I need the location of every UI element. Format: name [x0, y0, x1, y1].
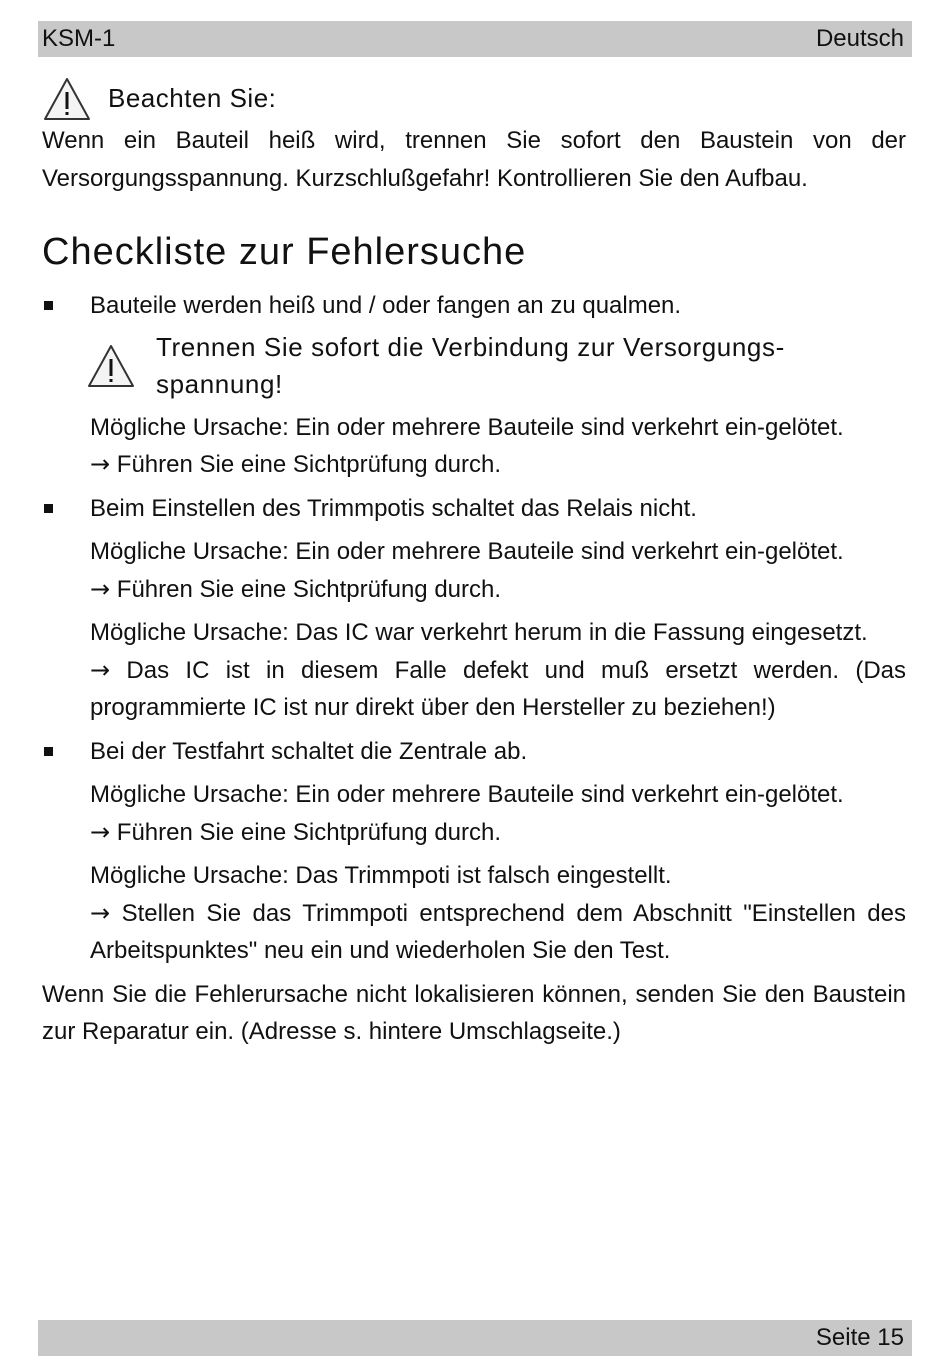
warning-triangle-icon — [42, 76, 92, 122]
cause-block — [42, 533, 906, 608]
arrow-right-icon: → — [90, 898, 111, 927]
page-header — [38, 21, 912, 57]
cause-text: Mögliche Ursache: Das Trimmpoti ist falsch eingestellt. — [90, 862, 672, 889]
header-doc-id: KSM-1 — [42, 25, 116, 52]
checklist-item — [42, 490, 906, 528]
cause-block — [42, 409, 906, 484]
symptom-text: Beim Einstellen des Trimmpotis schaltet das Relais nicht. — [90, 494, 697, 522]
header-language: Deutsch — [815, 25, 904, 52]
action-text: Stellen Sie das Trimmpoti entsprechend dem Abschnitt "Einstellen des Arbeitspunktes" neu ein und wiederholen Sie den Test. — [90, 899, 907, 964]
page-content — [42, 76, 906, 1051]
arrow-right-icon: → — [90, 817, 111, 846]
note-text: Wenn ein Bauteil heiß wird, trennen Sie sofort den Baustein von der Versorgungsspannung. Kurzschlußgefahr! Kontrollieren Sie den Aufbau. — [42, 127, 906, 192]
action-line — [90, 446, 906, 484]
cause-text: Mögliche Ursache: Ein oder mehrere Bauteile sind verkehrt ein-gelötet. — [90, 413, 844, 441]
action-text: Führen Sie eine Sichtprüfung durch. — [116, 451, 502, 478]
cause-text: Mögliche Ursache: Das IC war verkehrt herum in die Fassung eingesetzt. — [90, 619, 868, 646]
arrow-right-icon: → — [90, 450, 111, 478]
action-text: Führen Sie eine Sichtprüfung durch. — [116, 818, 502, 846]
cause-block — [42, 614, 906, 727]
cause-block — [42, 776, 906, 851]
action-line — [90, 814, 906, 852]
warning-triangle-icon — [86, 343, 136, 389]
arrow-right-icon: → — [90, 574, 111, 603]
cause-block — [42, 857, 906, 970]
note-title: Beachten Sie: — [108, 83, 277, 114]
checklist-item — [42, 287, 906, 325]
square-bullet-icon — [44, 301, 53, 310]
warning-text: Trennen Sie sofort die Verbindung zur Versorgungs-spannung! — [156, 331, 785, 399]
square-bullet-icon — [44, 747, 53, 756]
action-line — [90, 895, 906, 970]
note-heading — [42, 76, 906, 122]
symptom-text: Bei der Testfahrt schaltet die Zentrale ab. — [90, 737, 528, 765]
action-line — [90, 571, 906, 609]
page-number: Seite 15 — [815, 1324, 904, 1351]
symptom-text: Bauteile werden heiß und / oder fangen an zu qualmen. — [90, 292, 682, 319]
action-text: Führen Sie eine Sichtprüfung durch. — [116, 575, 502, 603]
closing-text: Wenn Sie die Fehlerursache nicht lokalisieren können, senden Sie den Baustein zur Reparatur ein. (Adresse s. hintere Umschlagseite.) — [42, 980, 906, 1045]
warning-row — [42, 329, 906, 403]
page-footer — [38, 1320, 912, 1356]
cause-text: Mögliche Ursache: Ein oder mehrere Bauteile sind verkehrt ein-gelötet. — [90, 538, 844, 565]
arrow-right-icon: → — [90, 655, 111, 684]
checklist-item — [42, 733, 906, 771]
action-line — [90, 652, 906, 727]
action-text: Das IC ist in diesem Falle defekt und muß ersetzt werden. (Das programmierte IC ist nur direkt über den Hersteller zu beziehen!) — [90, 656, 907, 721]
cause-text: Mögliche Ursache: Ein oder mehrere Bauteile sind verkehrt ein-gelötet. — [90, 781, 844, 808]
square-bullet-icon — [44, 504, 53, 513]
section-title: Checkliste zur Fehlersuche — [42, 231, 527, 273]
